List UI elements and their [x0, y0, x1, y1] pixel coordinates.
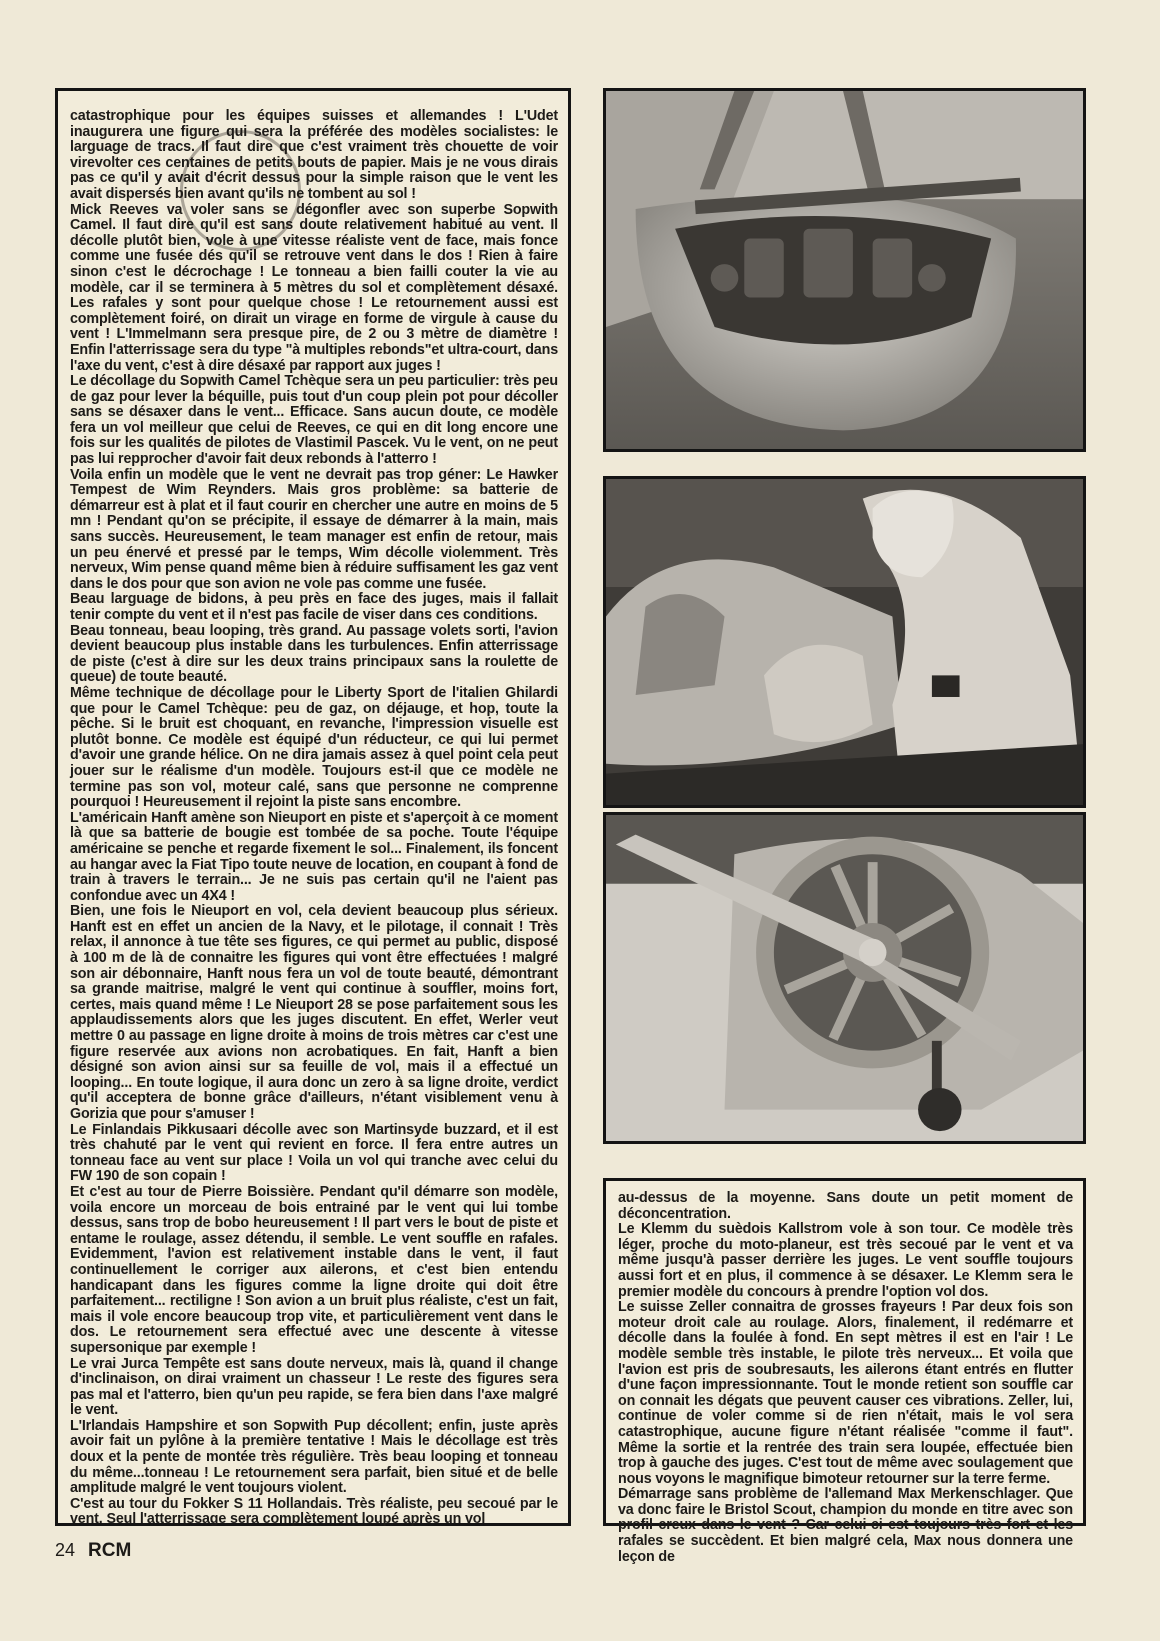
- paragraph: Le Finlandais Pikkusaari décolle avec son Martinsyde buzzard, et il est très chahuté par le vent qui revient en force. Il fera entre autres un tonneau face au vent sur place ! Voila un vol qui tranche avec celui du FW 190 de son copain !: [70, 1121, 558, 1185]
- paragraph: Le Klemm du suèdois Kallstrom vole à son tour. Ce modèle très léger, proche du moto-planeur, est très secoué par le vent et va même jusqu'à passer derrière les juges. Le vent souffle toujours aussi fort et en plus, il commence à se désaxer. Le Klemm sera le premier modèle du concours à prendre l'option vol dos.: [618, 1221, 1073, 1300]
- paragraph: C'est au tour du Fokker S 11 Hollandais. Très réaliste, peu secoué par le vent. Seul l'atterrissage sera complètement loupé après un vol: [70, 1495, 558, 1528]
- photo-mechanic-fuselage: [603, 476, 1086, 808]
- page-number: 24: [55, 1540, 76, 1560]
- left-article-column: [55, 88, 571, 1526]
- paragraph: Le décollage du Sopwith Camel Tchèque sera un peu particulier: très peu de gaz pour lever la béquille, puis tout d'un coup plein pot pour décoller sans se désaxer dans le vent... Efficace. Sans aucun doute, ce modèle fera un vol meilleur que celui de Reeves, ce qui en dit long encore une fois sur les qualités de pilotes de Vlastimil Pascek. Vu le vent, on ne peut pas lui repprocher d'avoir fait deux rebonds à l'atterro !: [70, 373, 558, 468]
- paragraph: Bien, une fois le Nieuport en vol, cela devient beaucoup plus sérieux. Hanft est en effet un ancien de la Navy, et le pilotage, il connait ! Très relax, il annonce à tue tête ses figures, ce qui permet au public, disposé à 100 m de là de connaitre les figures qui vont être effectuées ! malgré son air débonnaire, Hanft nous fera un vol de toute beauté, démontrant sa grande maitrise, malgré le vent qui continue à souffler, moins fort, certes, mais quand même ! Le Nieuport 28 se pose parfaitement sous les applaudissements alors que les juges discutent. En effet, Werler veut mettre 0 au passage en ligne droite à moins de trois mètres car c'est une figure reservée aux avions non acrobatiques. En fait, Hanft a bien désigné son avion ainsi sur sa feuille de vol, mais il a effectué un looping... En toute logique, il aura donc un zero à sa ligne droite, verdict qu'il acceptera de bonne grâce d'ailleurs, n'étant visiblement venu à Gorizia que pour s'amuser !: [70, 903, 558, 1122]
- paragraph: Voila enfin un modèle que le vent ne devrait pas trop géner: Le Hawker Tempest de Wim Reynders. Mais gros problème: sa batterie de démarreur est à plat et il faut courir en chercher une autre en moins de 5 mn ! Pendant qu'on se précipite, il essaye de démarrer à la main, mais sans succès. Heureusement, le team manager est enfin de retour, mais un peu énervé et pressé par le temps, Wim décolle violemment. Très nerveux, Wim pense quand même bien à réduire suffisament les gaz vent dans le dos pour que son avion ne vole pas comme une fusée.: [70, 466, 558, 592]
- magazine-name: RCM: [88, 1540, 132, 1561]
- paragraph: Même technique de décollage pour le Liberty Sport de l'italien Ghilardi que pour le Camel Tchèque: peu de gaz, on déjauge, et hop, toute la pêche. Si le bruit est choquant, en revanche, l'impression visuelle est plutôt bonne. Ce modèle est équipé d'un réducteur, ce qui lui permet d'avoir une grande hélice. On ne dira jamais assez à quel point cela peut jouer sur le réalisme d'un modèle. Toujours est-il que ce modèle ne termine pas son vol, moteur calé, sans que personne ne comprenne pourquoi ! Heureusement il rejoint la piste sans encombre.: [70, 684, 558, 811]
- paragraph: Et c'est au tour de Pierre Boissière. Pendant qu'il démarre son modèle, voila encore un morceau de bois entrainé par le vent qui lui tombe dessus, sans trop de bobo heureusement ! Il part vers le bout de piste et entame le roulage, assez détendu, il semble. Le vent souffle en rafales. Evidemment, l'avion est relativement instable dans le vent, il faut continuellement le corriger aux ailerons, et c'est bien entendu handicapant dans les figures comme la ligne droite qui doit être parfaitement... rectiligne ! Son avion a un bruit plus réaliste, c'est un fait, mais il vole encore beaucoup trop vite, et particulièrement vent dans le dos. Le retournement sera effectué avec une descente à vitesse supersonique par exemple !: [70, 1183, 558, 1356]
- paragraph: au-dessus de la moyenne. Sans doute un petit moment de déconcentration.: [618, 1190, 1073, 1222]
- paragraph: Beau tonneau, beau looping, très grand. Au passage volets sorti, l'avion devient beaucoup plus instable dans les turbulences. Enfin atterrissage de piste (c'est à dire sur les deux trains principaux sans la roulette de queue) de toute beauté.: [70, 622, 558, 686]
- paragraph: Démarrage sans problème de l'allemand Max Merkenschlager. Que va donc faire le Bristol Scout, champion du monde en titre avec son profil creux dans le vent ? Car celui-ci est toujours très fort et les rafales se succèdent. Et bien malgré cela, Max nous donnera une leçon de: [618, 1486, 1073, 1565]
- paragraph: Le suisse Zeller connaitra de grosses frayeurs ! Par deux fois son moteur droit cale au roulage. Alors, finalement, il redémarre et décolle dans la foulée à fond. En sept mètres il est en l'air ! Le modèle semble très instable, le pilote très nerveux... Et voila que l'avion est pris de soubresauts, les ailerons étant entrés en flutter d'une façon impressionnante. Tout le monde retient son souffle car on connait les dégats que peuvent causer ces vibrations. Zeller, lui, continue de voler comme si de rien n'était, mais le vol sera catastrophique, aucune figure n'étant réalisée "comme il faut". Même la sortie et la rentrée des train sera loupée, effectuée bien trop à gauche des juges. C'est tout de même avec soulagement que nous voyons le magnifique bimoteur retourner sur la terre ferme.: [618, 1299, 1073, 1487]
- photo-engine-cowling: [603, 88, 1086, 452]
- paragraph: Mick Reeves va voler sans se dégonfler avec son superbe Sopwith Camel. Il faut dire qu'il est sans doute relativement habitué au vent. Il décolle plutôt bien, vole à une vitesse réaliste vent de face, mais fonce comme une fusée dés qu'il se retrouve vent dans le dos ! Rien à faire sinon c'est le décrochage ! Le tonneau a bien failli couter la vie au modèle, car il se terminera à 5 mètres du sol et complètement désaxé. Les rafales y sont pour quelque chose ! Le retournement aussi est complètement foiré, on dirait un virage en forme de virgule à cause du vent ! L'Immelmann sera presque pire, de 2 ou 3 mètre de diamètre ! Enfin l'atterrissage sera du type "à multiples rebonds"et ultra-court, dans l'axe du vent, c'est à dire désaxé par rapport aux juges !: [70, 201, 558, 374]
- paragraph: catastrophique pour les équipes suisses et allemandes ! L'Udet inaugurera une figure qui sera la préférée des modèles socialistes: le larguage de tracs. Il faut dire que c'est vraiment très chouette de voir virevolter ces centaines de petits bouts de papier. Mais je ne vous dirais pas ce qu'il y avait d'écrit dessus pour la simple raison que le vent les avait dispersés bien avant qu'ils ne tombent au sol !: [70, 108, 558, 202]
- paragraph: Beau larguage de bidons, à peu près en face des juges, mais il fallait tenir compte du vent et il n'est pas facile de viser dans ces conditions.: [70, 591, 558, 623]
- page-footer: [55, 1540, 131, 1561]
- paragraph: Le vrai Jurca Tempête est sans doute nerveux, mais là, quand il change d'inclinaison, on dirai vraiment un chasseur ! Le reste des figures sera pas mal et l'atterro, bien qu'un peu rapide, se fera bien dans l'axe malgré le vent.: [70, 1355, 558, 1419]
- right-article-column: [603, 1178, 1086, 1565]
- photo-radial-engine-propeller: [603, 812, 1086, 1144]
- paragraph: L'Irlandais Hampshire et son Sopwith Pup décollent; enfin, juste après avoir fait un pylône à la première tentative ! Mais le décollage est très doux et la pente de montée très régulière. Très beau looping et tonneau du même...tonneau ! Le retournement sera parfait, bien situé et de belle amplitude malgré le vent toujours violent.: [70, 1417, 558, 1497]
- paragraph: L'américain Hanft amène son Nieuport en piste et s'aperçoit à ce moment là que sa batterie de bougie est tombée de sa poche. Toute l'équipe américaine se penche et regarde fixement le sol... Finalement, ils foncent au hangar avec la Fiat Tipo toute neuve de location, en coupant à fond de train à travers le terrain... Je ne suis pas certain qu'il ne l'aient pas confondue avec un 4X4 !: [70, 809, 558, 904]
